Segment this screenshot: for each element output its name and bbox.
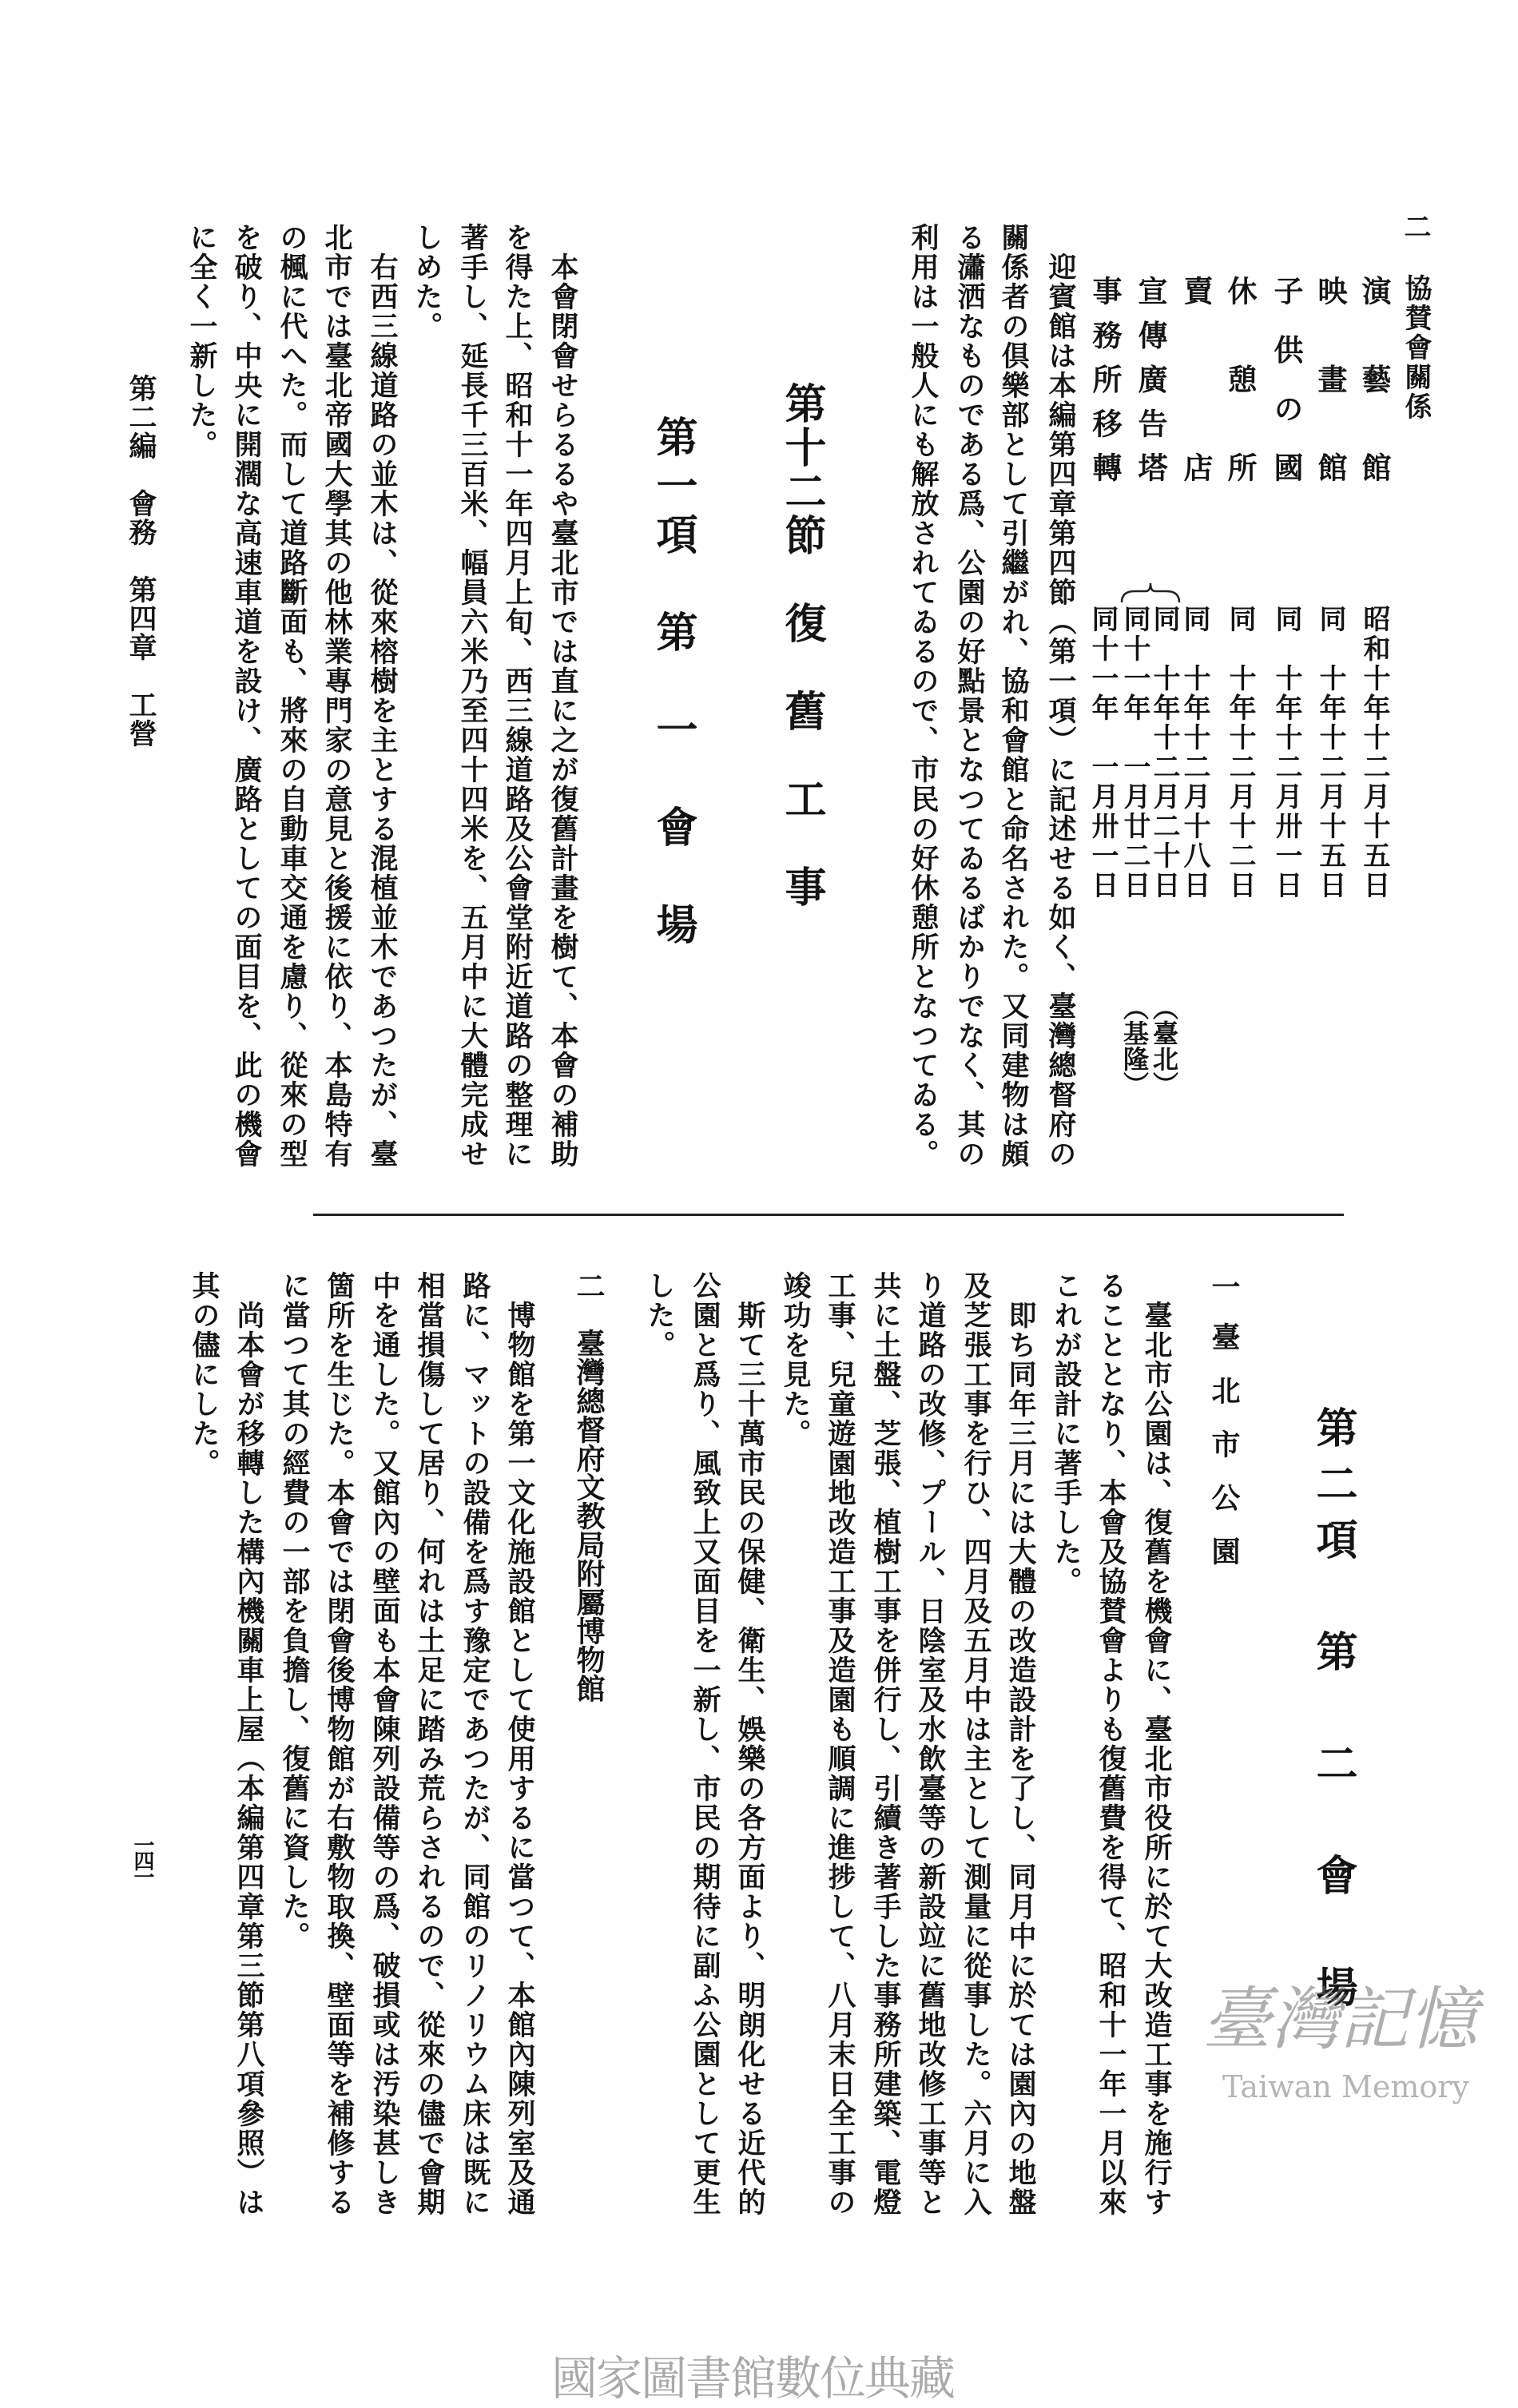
paragraph-line: 關係者の倶樂部として引繼がれ、協和會館と命名された。又同建物は頗 (997, 223, 1030, 1169)
event-name: 映畫館 (1313, 276, 1348, 482)
park-line: これが設計に著手した。 (1050, 1271, 1083, 1596)
list-heading-title: 協賛會關係 (1400, 274, 1432, 422)
event-date: 同 十年十二月十八日 (1178, 605, 1210, 900)
museum-line: 尚本會が移轉した構內機關車上屋（本編第四章第三節第八項參照）は (232, 1301, 265, 2217)
museum-line: 博物館を第一文化施設館として使用するに當つて、本館內陳列室及通 (503, 1301, 536, 2217)
body-line: の楓に代へた。而して道路斷面も、將來の自動車交通を慮り、從來の型 (276, 223, 308, 1169)
event-date-taipei: 同 十年十二月二十日 (1148, 605, 1180, 900)
watermark-subtitle: Taiwan Memory (1222, 2069, 1469, 2104)
section-divider (313, 1214, 1344, 1216)
body-line: 北市では臺北帝國大學其の他林業專門家の意見と後援に依り、本島特有 (320, 223, 353, 1169)
museum-line: 相當損傷して居り、何れは土足に踏み荒らされるので、從來の儘で會期 (413, 1271, 446, 2217)
park-line: 公園と爲り、風致上又面目を一新し、市民の期待に副ふ公園として更生 (689, 1271, 721, 2217)
park-line: ることとなり、本會及協賛會よりも復舊費を得て、昭和十一年一月以來 (1095, 1271, 1127, 2217)
watermark-logo: 臺灣記憶 (1202, 1980, 1477, 2060)
item-title: 第一項 第 一 會 場 (649, 415, 697, 952)
park-line: 臺北市公園は、復舊を機會に、臺北市役所に於て大改造工事を施行す (1140, 1301, 1173, 2217)
brace-icon (1119, 582, 1182, 604)
museum-line: 路に、マットの設備を爲す豫定であつたが、同館のリノリウム床は既に (459, 1271, 491, 2217)
park-number: 一 (1207, 1272, 1241, 1301)
paragraph-line: 迎賓館は本編第四章第四節（第一項）に記述せる如く、臺灣總督府の (1044, 252, 1077, 1169)
event-name: 演藝館 (1357, 276, 1392, 482)
paragraph-line: る瀟洒なものである爲、公園の好點景となつてゐるばかりでなく、其の (953, 223, 986, 1169)
event-name: 子供の國 (1269, 276, 1304, 482)
park-line: 共に土盤、芝張、植樹工事を併行し、引續き著手した事務所建築、電燈 (869, 1271, 902, 2217)
event-date: 同 十年十二月十五日 (1314, 605, 1346, 900)
park-line: 及芝張工事を行ひ、四月及五月中は主として測量に從事した。六月に入 (960, 1271, 992, 2217)
list-heading-number: 二 (1399, 213, 1431, 240)
event-name: 休憩所 (1222, 276, 1258, 482)
park-line: 即ち同年三月には大體の改造設計を了し、同月中に於ては園內の地盤 (1004, 1301, 1037, 2217)
running-head: 第二編 會務 第四章 工營 (125, 374, 157, 748)
park-line: 竣功を見た。 (779, 1271, 812, 1448)
event-name: 賣店 (1178, 276, 1214, 482)
event-date: 同十一年 一月卅一日 (1087, 605, 1119, 900)
event-place-taipei: （臺北） (1149, 995, 1179, 1097)
park-line: 工事、兒童遊園地改造工事及造園も順調に進捗して、八月末日全工事の (824, 1271, 856, 2217)
event-name: 宣傳廣告塔 (1133, 276, 1168, 482)
museum-line: 其の儘にした。 (188, 1271, 221, 1478)
body-line: しめた。 (411, 223, 443, 341)
event-date: 同 十年十二月十二日 (1224, 605, 1256, 900)
archive-stamp: 國家圖書館數位典藏 (551, 2351, 955, 2406)
page-number: 一四一 (130, 1834, 154, 1882)
museum-line: に當つて其の經費の一部を負擔し、復舊に資した。 (278, 1271, 311, 1951)
event-date: 昭和十年十二月十五日 (1358, 605, 1390, 900)
park-line: り道路の改修、プール、日陰室及水飲臺等の新設竝に舊地改修工事等と (914, 1271, 947, 2217)
park-line: 斯て三十萬市民の保健、衛生、娛樂の各方面より、明朗化せる近代的 (733, 1301, 766, 2217)
museum-line: 箇所を生じた。本會では閉會後博物館が右敷物取換、壁面等を補修する (323, 1271, 356, 2217)
event-date: 同 十年十二月卅一日 (1270, 605, 1302, 900)
park-title: 臺北市公園 (1207, 1322, 1241, 1590)
body-line: 著手し、延長千三百米、幅員六米乃至四十四米を、五月中に大體完成せ (456, 223, 489, 1169)
museum-title: 二 臺灣總督府文教局附屬博物館 (572, 1271, 606, 1703)
park-line: した。 (643, 1271, 676, 1360)
body-line: を破り、中央に開濶な高速車道を設け、廣路としての面目を、此の機會 (230, 223, 263, 1169)
event-place-keelung: （基隆） (1119, 995, 1150, 1097)
event-name: 事務所移轉 (1087, 276, 1123, 482)
item-title-2: 第二項 第 二 會 場 (1309, 1406, 1357, 2021)
section-title: 第十二節 復 舊 工 事 (777, 382, 826, 909)
body-line: 本會閉會せらるるや臺北市では直に之が復舊計畫を樹て、本會の補助 (546, 252, 579, 1169)
body-line: に全く一新した。 (185, 223, 218, 459)
paragraph-line: 利用は一般人にも解放されてゐるので、市民の好休憩所となつてゐる。 (907, 223, 940, 1169)
museum-line: 中を通した。又館內の壁面も本會陳列設備等の爲、破損或は汚染甚しき (368, 1271, 401, 2217)
event-date-keelung: 同十一年 一月廿二日 (1119, 605, 1150, 900)
body-line: 右西三線道路の並木は、從來榕樹を主とする混植並木であつたが、臺 (366, 252, 399, 1169)
body-line: を得た上、昭和十一年四月上旬、西三線道路及公會堂附近道路の整理に (501, 223, 534, 1169)
